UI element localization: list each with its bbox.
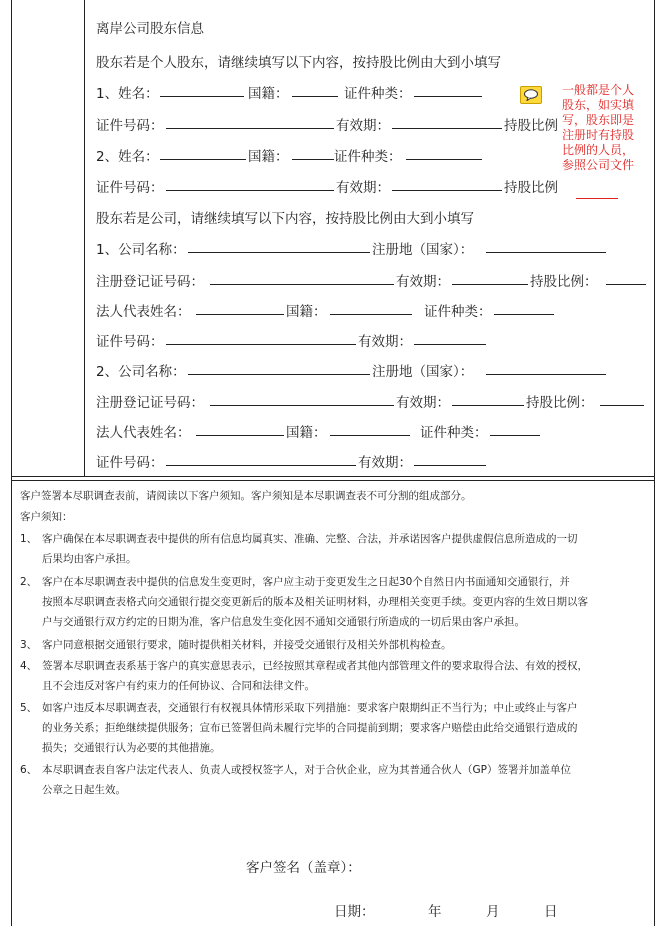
company-rep-nationality-field[interactable]: [330, 435, 410, 436]
notice-item-line: 户与交通银行双方约定的日期为准，客户信息发生变化因不通知交通银行所造成的一切后果由客户承担。: [42, 616, 525, 628]
individual-name-field[interactable]: [160, 159, 246, 160]
company-rep-id-type-label: 证件种类：: [420, 425, 488, 441]
notice-item-line: 公章之日起生效。: [42, 784, 126, 796]
notice-item-number: 1、: [20, 533, 38, 545]
individual-shareholding-label: 持股比例: [504, 118, 558, 134]
date-day: 日: [544, 904, 558, 920]
company-rep-name-field[interactable]: [196, 314, 284, 315]
date-year: 年: [428, 904, 442, 920]
individual-nationality-field[interactable]: [292, 159, 334, 160]
company-reg-place-label: 注册地（国家）：: [372, 364, 474, 380]
notice-item-line: 按照本尽职调查表格式向交通银行提交变更新后的版本及相关证明材料，办理相关变更手续。变更内容的生效日期以客: [42, 596, 588, 608]
frame-left-border: [11, 0, 12, 926]
company-reg-no-label: 注册登记证号码：: [96, 395, 204, 411]
individual-id-no-field[interactable]: [166, 190, 334, 191]
individual-id-no-label: 证件号码：: [96, 180, 164, 196]
annotation-underline: [576, 198, 618, 199]
annotation-line: 一般都是个人: [561, 83, 634, 97]
individual-nationality-label: 国籍：: [248, 149, 289, 165]
company-shareholding-label: 持股比例：: [526, 395, 594, 411]
company-rep-validity-label: 有效期：: [358, 455, 412, 471]
annotation-note: [558, 83, 638, 173]
notice-heading: 客户须知：: [20, 511, 73, 523]
notice-item-number: 3、: [20, 639, 38, 651]
individual-validity-label: 有效期：: [336, 118, 390, 134]
company-rep-validity-field[interactable]: [414, 344, 486, 345]
notice-item-number: 5、: [20, 702, 38, 714]
notice-item-line: 客户确保在本尽职调查表中提供的所有信息均属真实、准确、完整、合法，并承诺因客户提供虚假信息所造成的一切: [42, 533, 578, 545]
company-rep-id-no-field[interactable]: [166, 344, 356, 345]
individual-intro: 股东若是个人股东，请继续填写以下内容，按持股比例由大到小填写: [96, 55, 501, 71]
notice-item-number: 6、: [20, 764, 38, 776]
individual-name-field[interactable]: [160, 96, 244, 97]
individual-id-no-label: 证件号码：: [96, 118, 164, 134]
date-month: 月: [486, 904, 500, 920]
frame-right-border: [654, 0, 655, 926]
notice-item-line: 如客户违反本尽职调查表，交通银行有权视具体情形采取下列措施：要求客户限期纠正不当行为；中止或终止与客户: [42, 702, 578, 714]
company-rep-id-type-label: 证件种类：: [424, 304, 492, 320]
notice-item-line: 的业务关系；拒绝继续提供服务；宣布已签署但尚未履行完毕的合同提前到期；要求客户赔偿由此给交通银行造成的: [42, 722, 578, 734]
company-rep-id-no-label: 证件号码：: [96, 455, 164, 471]
company-reg-place-field[interactable]: [486, 252, 606, 253]
company-shareholding-field[interactable]: [606, 284, 646, 285]
individual-nationality-field[interactable]: [292, 96, 338, 97]
company-intro: 股东若是公司，请继续填写以下内容，按持股比例由大到小填写: [96, 211, 474, 227]
notice-item-line: 且不会违反对客户有约束力的任何协议、合同和法律文件。: [42, 680, 315, 692]
section-divider-2: [11, 480, 655, 481]
notice-item-line: 后果均由客户承担。: [42, 553, 137, 565]
individual-id-type-label: 证件种类：: [344, 86, 412, 102]
individual-id-type-field[interactable]: [406, 159, 482, 160]
individual-nationality-label: 国籍：: [248, 86, 289, 102]
individual-id-type-field[interactable]: [414, 96, 482, 97]
annotation-line: 注册时有持股: [561, 128, 634, 142]
individual-validity-field[interactable]: [392, 190, 502, 191]
company-rep-validity-label: 有效期：: [358, 334, 412, 350]
section-title: 离岸公司股东信息: [96, 21, 204, 37]
company-reg-no-field[interactable]: [210, 405, 394, 406]
company-reg-place-field[interactable]: [486, 374, 606, 375]
comment-icon[interactable]: [520, 86, 542, 104]
signature-label: 客户签名（盖章）：: [246, 860, 361, 876]
notice-item-line: 客户同意根据交通银行要求，随时提供相关材料，并接受交通银行及相关外部机构检查。: [42, 639, 452, 651]
individual-id-type-label: 证件种类：: [334, 149, 402, 165]
date-label: 日期：: [334, 904, 375, 920]
company-rep-id-no-field[interactable]: [166, 465, 356, 466]
notice-item-line: 签署本尽职调查表系基于客户的真实意思表示，已经按照其章程或者其他内部管理文件的要求取得合法、有效的授权，: [42, 660, 588, 672]
notice-item-line: 本尽职调查表自客户法定代表人、负责人或授权签字人，对于合伙企业，应为其普通合伙人（GP）签署并加盖单位: [42, 764, 571, 776]
company-rep-name-label: 法人代表姓名：: [96, 304, 191, 320]
annotation-line: 比例的人员，: [561, 143, 634, 157]
company-rep-nationality-label: 国籍：: [286, 304, 327, 320]
company-validity-label: 有效期：: [396, 395, 450, 411]
individual-id-no-field[interactable]: [166, 128, 334, 129]
individual-shareholding-label: 持股比例: [504, 180, 558, 196]
notice-intro: 客户签署本尽职调查表前，请阅读以下客户须知。客户须知是本尽职调查表不可分割的组成部分。: [20, 490, 472, 502]
company-rep-id-type-field[interactable]: [494, 314, 554, 315]
company-name-field[interactable]: [188, 252, 370, 253]
annotation-line: 股东，如实填: [561, 98, 634, 112]
company-reg-place-label: 注册地（国家）：: [372, 242, 474, 258]
company-rep-name-label: 法人代表姓名：: [96, 425, 191, 441]
company-reg-no-label: 注册登记证号码：: [96, 274, 204, 290]
company-validity-field[interactable]: [452, 405, 524, 406]
notice-item-number: 4、: [20, 660, 38, 672]
individual-name-label: 2、姓名：: [96, 149, 159, 165]
notice-item-line: 客户在本尽职调查表中提供的信息发生变更时，客户应主动于变更发生之日起30个自然日内书面通知交通银行，并: [42, 576, 570, 588]
company-validity-label: 有效期：: [396, 274, 450, 290]
company-name-field[interactable]: [188, 374, 370, 375]
individual-validity-field[interactable]: [392, 128, 502, 129]
company-shareholding-label: 持股比例：: [530, 274, 598, 290]
frame-inner-border: [84, 0, 85, 476]
company-rep-id-type-field[interactable]: [490, 435, 540, 436]
company-rep-nationality-field[interactable]: [330, 314, 412, 315]
section-divider: [11, 476, 655, 477]
company-rep-nationality-label: 国籍：: [286, 425, 327, 441]
company-rep-validity-field[interactable]: [414, 465, 486, 466]
company-validity-field[interactable]: [452, 284, 528, 285]
company-name-label: 1、公司名称：: [96, 242, 186, 258]
company-name-label: 2、公司名称：: [96, 364, 186, 380]
annotation-line: 写，股东即是: [561, 113, 634, 127]
company-rep-name-field[interactable]: [196, 435, 284, 436]
company-reg-no-field[interactable]: [210, 284, 394, 285]
annotation-line: 参照公司文件: [561, 158, 634, 172]
notice-item-number: 2、: [20, 576, 38, 588]
individual-name-label: 1、姓名：: [96, 86, 159, 102]
company-rep-id-no-label: 证件号码：: [96, 334, 164, 350]
notice-item-line: 损失；交通银行认为必要的其他措施。: [42, 742, 221, 754]
company-shareholding-field[interactable]: [600, 405, 644, 406]
individual-validity-label: 有效期：: [336, 180, 390, 196]
